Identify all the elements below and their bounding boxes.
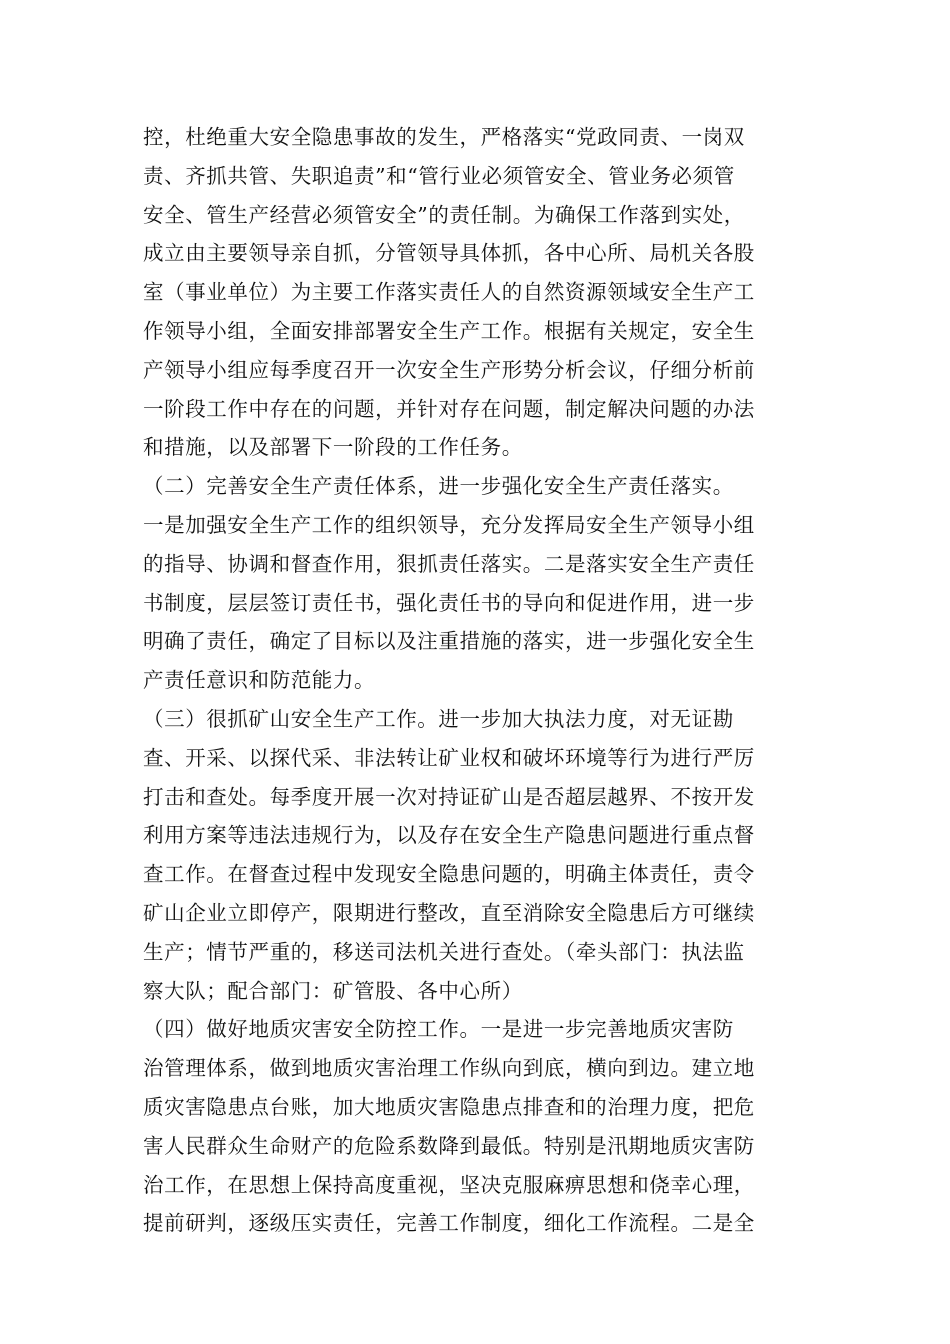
paragraph-mine-safety — [143, 700, 813, 1010]
text-line: 利用方案等违法违规行为，以及存在安全生产隐患问题进行重点督 — [143, 823, 755, 848]
text-line: （三）很抓矿山安全生产工作。进一步加大执法力度，对无证勘 — [143, 706, 734, 731]
text-line: 生产；情节严重的，移送司法机关进行查处。（牵头部门：执法监 — [143, 939, 745, 964]
text-line: 查、开采、以探代采、非法转让矿业权和破坏环境等行为进行严厉 — [143, 745, 755, 770]
text-line: 的指导、协调和督查作用，狠抓责任落实。二是落实安全生产责任 — [143, 551, 755, 576]
text-line: 一阶段工作中存在的问题，并针对存在问题，制定解决问题的办法 — [143, 396, 755, 421]
paragraph-geological-hazard — [143, 1010, 813, 1243]
text-line: 治工作，在思想上保持高度重视，坚决克服麻痹思想和侥幸心理， — [143, 1172, 755, 1197]
text-line: 矿山企业立即停产，限期进行整改，直至消除安全隐患后方可继续 — [143, 900, 755, 925]
text-line: 质灾害隐患点台账，加大地质灾害隐患点排查和的治理力度，把危 — [143, 1094, 755, 1119]
paragraph-leadership — [143, 118, 813, 467]
text-line: 安全、管生产经营必须管安全”的责任制。为确保工作落到实处， — [143, 202, 745, 227]
text-line: （四）做好地质灾害安全防控工作。一是进一步完善地质灾害防 — [143, 1017, 734, 1042]
text-line: 治管理体系，做到地质灾害治理工作纵向到底，横向到边。建立地 — [143, 1056, 755, 1081]
text-line: 打击和查处。每季度开展一次对持证矿山是否超层越界、不按开发 — [143, 784, 755, 809]
text-line: 书制度，层层签订责任书，强化责任书的导向和促进作用，进一步 — [143, 590, 755, 615]
text-line: 害人民群众生命财产的危险系数降到最低。特别是汛期地质灾害防 — [143, 1133, 755, 1158]
text-line: 成立由主要领导亲自抓，分管领导具体抓，各中心所、局机关各股 — [143, 241, 755, 266]
text-line: 产责任意识和防范能力。 — [143, 668, 376, 693]
text-line: 作领导小组，全面安排部署安全生产工作。根据有关规定，安全生 — [143, 318, 755, 343]
text-line: 查工作。在督查过程中发现安全隐患问题的，明确主体责任，责令 — [143, 862, 755, 887]
text-line: 和措施，以及部署下一阶段的工作任务。 — [143, 435, 523, 460]
document-body — [143, 118, 813, 1243]
text-line: 产领导小组应每季度召开一次安全生产形势分析会议，仔细分析前 — [143, 357, 755, 382]
text-line: （二）完善安全生产责任体系，进一步强化安全生产责任落实。 — [143, 474, 734, 499]
text-line: 室（事业单位）为主要工作落实责任人的自然资源领域安全生产工 — [143, 280, 755, 305]
paragraph-responsibility-system — [143, 467, 813, 700]
text-line: 明确了责任，确定了目标以及注重措施的落实，进一步强化安全生 — [143, 629, 755, 654]
text-line: 一是加强安全生产工作的组织领导，充分发挥局安全生产领导小组 — [143, 512, 755, 537]
text-line: 提前研判，逐级压实责任，完善工作制度，细化工作流程。二是全 — [143, 1211, 755, 1236]
text-line: 察大队；配合部门：矿管股、各中心所） — [143, 978, 523, 1003]
text-line: 责、齐抓共管、失职追责”和“管行业必须管安全、管业务必须管 — [143, 163, 735, 188]
text-line: 控，杜绝重大安全隐患事故的发生，严格落实“党政同责、一岗双 — [143, 125, 745, 149]
